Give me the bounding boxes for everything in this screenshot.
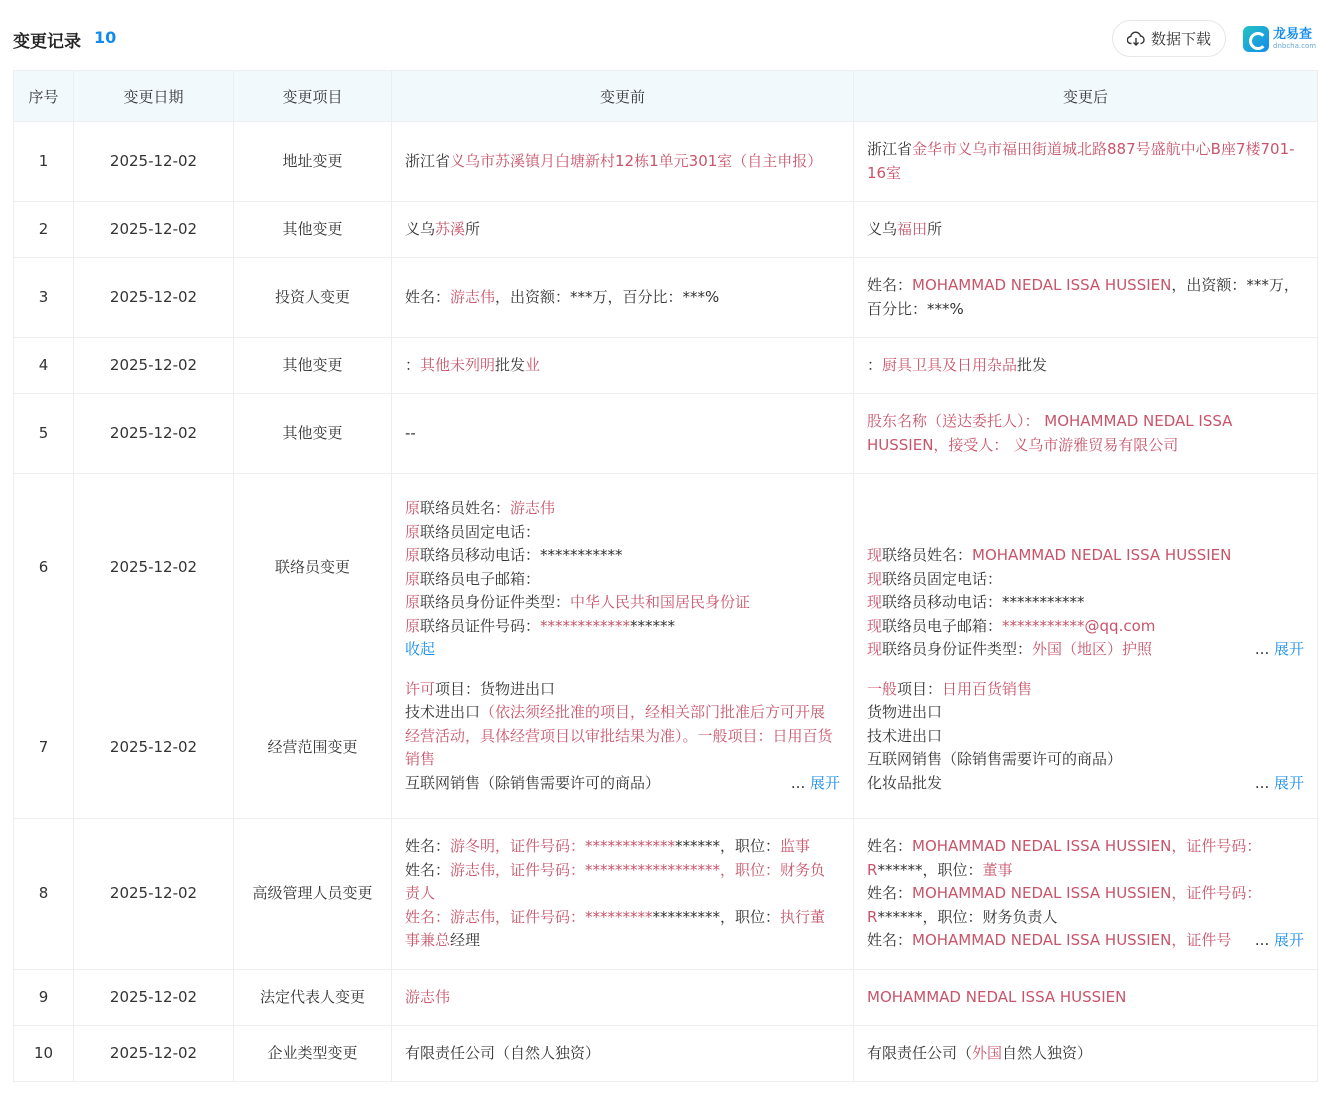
change-text: ，出资额：***万，百分比：***% [867,276,1299,318]
change-text: 有限责任公司（自然人独资） [405,1043,601,1062]
row-index: 9 [14,970,74,1026]
highlighted-text: MOHAMMAD NEDAL ISSA HUSSIEN，证件号 [912,931,1232,950]
expand-link[interactable] [785,772,840,796]
highlighted-text: *********** [1002,616,1085,635]
before-value [392,202,854,258]
row-index: 3 [14,258,74,338]
table-row [14,258,1318,338]
brand-logo [1243,26,1316,52]
change-text: 联络员证件号码： [420,616,541,635]
highlighted-text: 原 [405,499,421,517]
row-index: 10 [14,1026,74,1082]
change-date: 2025-12-02 [74,122,234,202]
change-line [867,986,1304,1010]
after-value [854,258,1318,338]
ellipsis: ... [1254,773,1274,792]
change-date: 2025-12-02 [74,258,234,338]
logo-domain: dnbcha.com [1273,42,1317,50]
highlighted-text: （依法须经批准的项目，经相关部门批准后方可开展经营活动，具体经营项目以审批结果为准）。一般项目：日用百货销售 [405,703,833,768]
highlighted-text: 苏溪 [435,219,466,238]
change-text: 经理 [450,931,481,950]
before-value [392,338,854,394]
row-index: 5 [14,394,74,474]
after-value [854,122,1318,202]
change-line [867,218,1304,242]
table-row [14,670,1318,819]
change-line [405,521,840,545]
highlighted-text: 中华人民共和国居民身份证 [570,593,751,611]
change-date: 2025-12-02 [74,202,234,258]
highlighted-text: ************ [540,616,631,635]
after-value [854,970,1318,1026]
change-line [867,772,1304,796]
before-value [392,394,854,474]
change-text: 互联网销售（除销售需要许可的商品） [405,773,661,792]
change-text: 联络员移动电话：*********** [882,593,1085,611]
table-row [14,394,1318,474]
change-text: ******，职位： [675,837,781,856]
highlighted-text: 现 [867,640,883,658]
change-line [405,422,840,446]
ellipsis: ... [790,773,810,792]
change-text: 互联网销售（除销售需要许可的商品） [867,750,1123,768]
change-line [867,678,1304,702]
change-line [405,286,840,310]
change-text: ： [867,355,883,374]
table-row [14,338,1318,394]
before-value [392,474,854,670]
change-line [867,929,1304,953]
change-item: 其他变更 [234,394,392,474]
change-text: 所 [465,219,481,238]
change-item: 投资人变更 [234,258,392,338]
after-value [854,474,1318,670]
change-line [867,274,1304,321]
highlighted-text: 外国 [972,1043,1003,1062]
change-text: ******，职位： [877,860,983,879]
highlighted-text: 日用百货销售 [942,679,1033,698]
row-index: 2 [14,202,74,258]
change-text: 姓名： [405,860,451,879]
change-text: 义乌 [867,219,898,238]
change-line [405,701,840,772]
change-line [867,835,1304,882]
highlighted-text: 一般 [867,679,898,698]
change-text: 浙江省 [405,151,451,170]
highlighted-text: MOHAMMAD NEDAL ISSA HUSSIEN，证件号码：R [867,837,1262,879]
highlighted-text: 业 [525,355,541,374]
highlighted-text: @qq.com [1084,616,1156,635]
highlighted-text: 原 [405,569,421,588]
change-line [405,986,840,1010]
highlighted-text: MOHAMMAD NEDAL ISSA HUSSIEN [912,276,1172,294]
change-text: 自然人独资） [1002,1043,1093,1062]
change-text: 浙江省 [867,140,913,158]
change-date: 2025-12-02 [74,338,234,394]
change-line [405,615,840,639]
change-record-table [13,70,1318,1082]
after-value [854,202,1318,258]
change-item: 高级管理人员变更 [234,819,392,970]
highlighted-text: 原 [405,546,421,564]
change-text: 联络员电子邮箱： [420,569,541,588]
change-text: ******，职位：财务负责人 [877,907,1058,926]
highlighted-text: 厨具卫具及日用杂品 [882,355,1018,374]
highlighted-text: 现 [867,569,883,588]
change-date: 2025-12-02 [74,394,234,474]
row-index: 6 [14,474,74,670]
highlighted-text: 现 [867,593,883,611]
change-line [405,591,840,615]
change-line [405,218,840,242]
change-text: ： [405,355,421,374]
change-line [867,410,1304,457]
change-line [405,150,840,174]
highlighted-text: 游志伟 [510,499,556,517]
column-header-before: 变更前 [392,71,854,122]
highlighted-text: 执行董事兼总 [405,907,826,950]
expand-link-label[interactable]: 展开 [1273,931,1304,950]
table-row [14,202,1318,258]
highlighted-text: 姓名：游志伟，证件号码：********* [405,907,653,926]
change-item: 法定代表人变更 [234,970,392,1026]
highlighted-text: 福田 [897,219,928,238]
row-index: 8 [14,819,74,970]
change-line [867,138,1304,185]
row-index: 7 [14,670,74,819]
change-text: 姓名： [405,837,451,856]
change-line [867,725,1304,749]
highlighted-text: 许可 [405,679,436,698]
change-line [405,497,840,521]
before-value [392,970,854,1026]
highlighted-text: 股东名称（送达委托人）： MOHAMMAD NEDAL ISSA HUSSIEN，接受人： 义乌市游雅贸易有限公司 [867,412,1233,454]
column-header-index: 序号 [14,71,74,122]
change-date: 2025-12-02 [74,819,234,970]
before-value [392,670,854,819]
after-value [854,670,1318,819]
change-date: 2025-12-02 [74,1026,234,1082]
expand-link-label[interactable]: 展开 [809,773,840,792]
change-text: 义乌 [405,219,436,238]
change-text: 批发 [1017,355,1048,374]
change-text: 联络员姓名： [420,499,511,517]
expand-link[interactable] [1249,638,1304,662]
change-text: 姓名： [867,276,913,294]
change-line [867,568,1304,592]
download-button[interactable] [1112,20,1226,57]
change-text: 项目：货物进出口 [435,679,556,698]
change-line [867,544,1304,568]
row-index: 1 [14,122,74,202]
change-item: 联络员变更 [234,474,392,670]
after-value [854,394,1318,474]
highlighted-text: MOHAMMAD NEDAL ISSA HUSSIEN，证件号码：R [867,884,1262,926]
highlighted-text: 游志伟，证件号码：******************，职位：财务负责人 [405,860,826,903]
change-line [405,859,840,906]
change-text: 批发 [495,355,526,374]
cloud-download-icon [1127,31,1145,47]
highlighted-text: MOHAMMAD NEDAL ISSA HUSSIEN [972,546,1232,564]
change-text: 有限责任公司（ [867,1043,973,1062]
change-line [405,678,840,702]
highlighted-text: 监事 [780,837,811,856]
change-text: ，出资额：***万，百分比：***% [495,287,720,306]
change-date: 2025-12-02 [74,970,234,1026]
change-line [867,748,1304,772]
after-value [854,1026,1318,1082]
change-text: 联络员身份证件类型： [882,640,1033,658]
change-line [867,1042,1304,1066]
highlighted-text: 游冬明，证件号码：************ [450,837,676,856]
highlighted-text: 金华市义乌市福田街道城北路887号盛航中心B座7楼701-16室 [867,140,1295,182]
column-header-item: 变更项目 [234,71,392,122]
after-value [854,338,1318,394]
change-text: 联络员固定电话： [420,522,541,541]
highlighted-text: 游志伟 [450,287,496,306]
logo-icon [1243,26,1269,52]
table-header-row [14,71,1318,122]
table-row [14,1026,1318,1082]
change-item: 其他变更 [234,338,392,394]
change-text: 姓名： [867,931,913,950]
change-text: 技术进出口 [867,726,943,745]
expand-link-label[interactable]: 展开 [1273,773,1304,792]
table-row [14,122,1318,202]
highlighted-text: 原 [405,522,421,541]
record-count: 10 [94,28,117,47]
table-row [14,819,1318,970]
before-value [392,1026,854,1082]
change-item: 其他变更 [234,202,392,258]
change-text: 联络员电子邮箱： [882,616,1003,635]
change-text: 所 [927,219,943,238]
table-row [14,474,1318,670]
table-row [14,970,1318,1026]
column-header-after: 变更后 [854,71,1318,122]
change-text: 姓名： [867,837,913,856]
change-text: 货物进出口 [867,703,943,721]
highlighted-text: 外国（地区）护照 [1032,640,1153,658]
section-title: 变更记录 [13,32,81,52]
change-date: 2025-12-02 [74,474,234,670]
change-line [405,354,840,378]
change-text: 项目： [897,679,943,698]
before-value [392,258,854,338]
highlighted-text: MOHAMMAD NEDAL ISSA HUSSIEN [867,987,1127,1006]
highlighted-text: 其他未列明 [420,355,496,374]
download-label: 数据下载 [1150,30,1211,48]
change-line [867,354,1304,378]
row-index: 4 [14,338,74,394]
highlighted-text: 现 [867,546,883,564]
change-text: 联络员身份证件类型： [420,593,571,611]
change-line [405,568,840,592]
change-line [867,638,1304,662]
before-value [392,122,854,202]
change-line [867,882,1304,929]
logo-name: 龙易查 [1273,27,1313,42]
change-line [405,1042,840,1066]
change-line [867,615,1304,639]
change-text: ****** [630,616,676,635]
section-header [0,0,1334,70]
change-text: 化妆品批发 [867,773,943,792]
ellipsis: ... [1254,931,1274,950]
highlighted-text: 董事 [982,860,1013,879]
change-text: 联络员移动电话：*********** [420,546,623,564]
change-line [867,591,1304,615]
ellipsis: ... [1254,640,1274,658]
change-line [405,906,840,953]
after-value [854,819,1318,970]
highlighted-text: 义乌市苏溪镇月白塘新村12栋1单元301室（自主申报） [450,151,823,170]
change-text: 技术进出口 [405,703,481,721]
highlighted-text: 游志伟 [405,987,451,1006]
change-line [405,835,840,859]
expand-link-label[interactable]: 展开 [1273,640,1304,658]
highlighted-text: 原 [405,593,421,611]
highlighted-text: 现 [867,616,883,635]
change-item: 企业类型变更 [234,1026,392,1082]
change-text: 姓名： [867,884,913,903]
collapse-link[interactable]: 收起 [405,640,436,658]
expand-link[interactable] [1249,772,1304,796]
change-item: 经营范围变更 [234,670,392,819]
change-text: 姓名： [405,287,451,306]
column-header-date: 变更日期 [74,71,234,122]
change-item: 地址变更 [234,122,392,202]
change-text: 联络员姓名： [882,546,973,564]
change-line [405,772,840,796]
change-date: 2025-12-02 [74,670,234,819]
change-text: 联络员固定电话： [882,569,1003,588]
change-line [867,701,1304,725]
change-text: -- [405,423,416,442]
highlighted-text: 原 [405,616,421,635]
change-line [405,544,840,568]
expand-link[interactable] [1249,929,1304,953]
change-text: *********，职位： [652,907,781,926]
before-value [392,819,854,970]
